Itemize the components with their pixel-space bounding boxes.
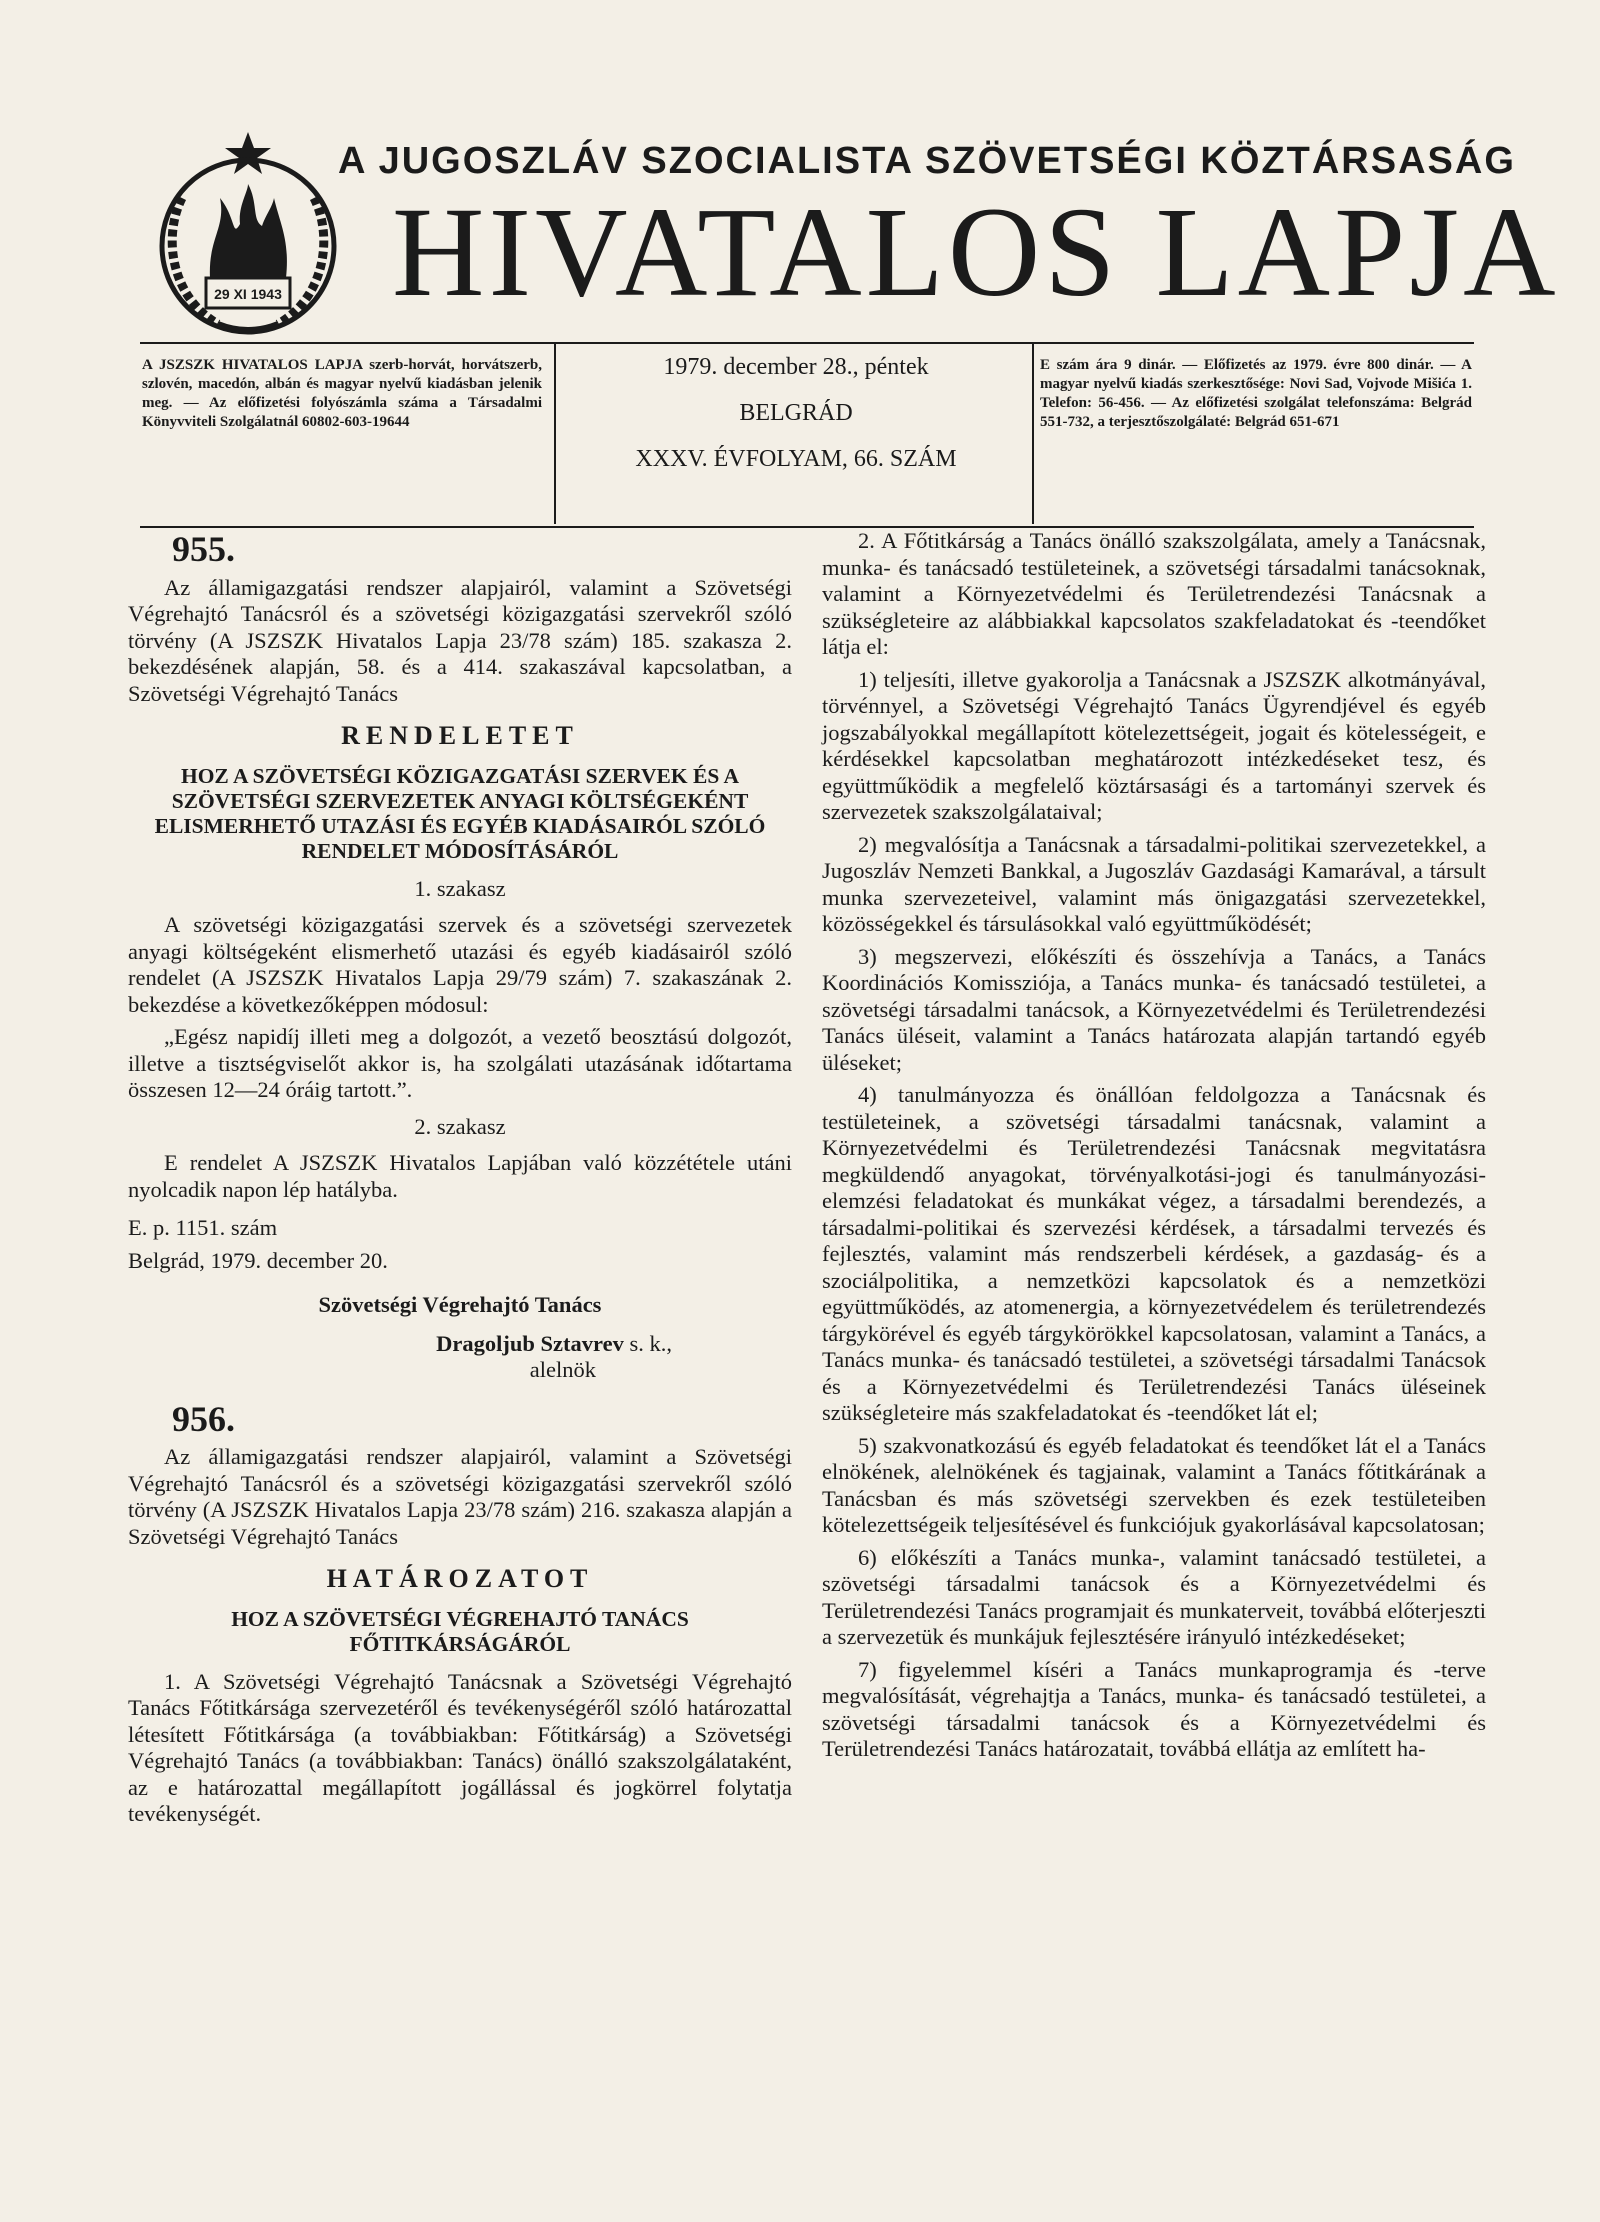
signing-body: Szövetségi Végrehajtó Tanács — [318, 1292, 602, 1317]
place-date: Belgrád, 1979. december 20. — [128, 1247, 388, 1273]
left-column — [128, 528, 792, 1834]
state-emblem — [148, 128, 348, 340]
resolution-title: HOZ A SZÖVETSÉGI VÉGREHAJTÓ TANÁCS FŐTITKÁRSÁGÁRÓL — [231, 1606, 689, 1656]
article-paragraph: 1. A Szövetségi Végrehajtó Tanácsnak a Szövetségi Végrehajtó Tanács Főtitkársága szervezetéről és tevékenységéről szóló határozattal létesített Főtitkársága (a továbbiakban: Főtitkárság) a Szövetségi Végrehajtó Tanács (a továbbiakban: Tanács) önálló szakszolgálataként, az e határozattal megállapított jogállással és jogkörrel folytatja tevékenységét. — [128, 1668, 792, 1826]
issue-place: BELGRÁD — [739, 400, 853, 426]
star-icon — [225, 132, 271, 174]
article-heading: 1. szakasz — [414, 875, 506, 901]
top-rule — [140, 342, 1474, 344]
signatory — [128, 1331, 792, 1358]
section-number: 956. — [172, 1398, 235, 1439]
reference-number: E. p. 1151. szám — [128, 1215, 278, 1240]
issue-volume: XXXV. ÉVFOLYAM, 66. SZÁM — [635, 446, 957, 472]
divider-right — [1032, 344, 1034, 524]
price-info: E szám ára 9 dinár. — Előfizetés az 1979. évre 800 dinár. — A magyar nyelvű kiadás szerkesztősége: Novi Sad, Vojvode Mišića 1. Telefon: 56-456. — Az előfizetési szolgálat telefonszáma: Belgrád 551-732, a terjesztőszolgálaté: Belgrád 651-671 — [1040, 357, 1472, 430]
list-item: 4) tanulmányozza és önállóan feldolgozza a Tanácsnak és testületeinek, a szövetségi társadalmi tanácsnak, valamint a Környezetvédelmi és Területrendezési Tanácsnak megvitatásra megküldendő anyagokat, törvényalkotási-jogi és tanulmányozási-elemzési feladatokat és munkákat végez, a társadalmi berendezés, a társadalmi-politikai és szervezési kérdések, a társadalmi tervezés és fejlesztés, valamint más rendszerbeli kérdések, a gazdaság- és a szociálpolitika, a nemzetközi kapcsolatok és a nemzetközi együttműködés, az atomenergia, a környezetvédelem és területrendezés tárgykörével és egyéb tárgykörökkel kapcsolatosan, valamint a Tanács, a Tanács munka- és tanácsadó testületei, a szövetségi társadalmi Tanácsok és a Környezetvédelmi és Területrendezési Tanács üléseinek szükségleteire más szakfeladatokat és -teendőket lát el; — [822, 1082, 1486, 1425]
decree-title: HOZ A SZÖVETSÉGI KÖZIGAZGATÁSI SZERVEK ÉS A SZÖVETSÉGI SZERVEZETEK ANYAGI KÖLTSÉGEKÉNT ELISMERHETŐ UTAZÁSI ÉS EGYÉB KIADÁSAIRÓL SZÓLÓ RENDELET MÓDOSÍTÁSÁRÓL — [154, 763, 766, 863]
list-item: 2) megvalósítja a Tanácsnak a társadalmi-politikai szervezetekkel, a Jugoszláv Nemzeti Bankkal, a Jugoszláv Gazdasági Kamarával, a társult munka szervezeteivel, valamint más önigazgatási szervezetekkel, közösségekkel és társulásokkal való együttműködését; — [822, 831, 1486, 936]
article-paragraph: E rendelet A JSZSZK Hivatalos Lapjában való közzététele utáni nyolcadik napon lép hatályba. — [128, 1150, 792, 1202]
divider-left — [554, 344, 556, 524]
gazette-title: HIVATALOS LAPJA — [392, 181, 1560, 323]
section-number: 955. — [172, 529, 235, 569]
emblem-date: 29 XI 1943 — [214, 286, 282, 302]
issue-info — [566, 352, 1026, 490]
signatory-suffix: s. k., — [629, 1330, 672, 1356]
publication-info: A JSZSZK HIVATALOS LAPJA szerb-horvát, horvátszerb, szlovén, macedón, albán és magyar nyelvű kiadásban jelenik meg. — Az előfizetési folyószámla száma a Társadalmi Könyvviteli Szolgálatnál 60802-603-19644 — [142, 357, 542, 430]
list-item: 6) előkészíti a Tanács munka-, valamint tanácsadó testületei, a szövetségi társadalmi tanácsok és a Környezetvédelmi és Területrendezési Tanács programjait és munkaterveit, továbbá előterjeszti a szervezetük és munkájuk fejlesztésére irányuló intézkedéseket; — [822, 1544, 1486, 1649]
quoted-paragraph: „Egész napidíj illeti meg a dolgozót, a vezető beosztású dolgozót, illetve a tisztségviselőt akkor is, ha szolgálati utazásának időtartama összesen 12—24 óráig tartott.”. — [128, 1024, 792, 1102]
article-heading: 2. szakasz — [414, 1113, 506, 1139]
intro-paragraph: Az államigazgatási rendszer alapjairól, valamint a Szövetségi Végrehajtó Tanácsról és a szövetségi közigazgatási szervekről szóló törvény (A JSZSZK Hivatalos Lapja 23/78 szám) 216. szakasza alapján a Szövetségi Végrehajtó Tanács — [128, 1444, 792, 1549]
resolution-heading: HATÁROZATOT — [326, 1564, 594, 1593]
article-paragraph: 2. A Főtitkárság a Tanács önálló szakszolgálata, amely a Tanácsnak, munka- és tanácsadó testületeinek, a szövetségi társadalmi tanácsoknak, valamint a Környezetvédelmi és Területrendezési Tanácsnak a szükségleteire az alábbiakkal kapcsolatos szakfeladatokat és -teendőket látja el: — [822, 528, 1486, 659]
supertitle: A JUGOSZLÁV SZOCIALISTA SZÖVETSÉGI KÖZTÁRSASÁG — [338, 140, 1516, 182]
intro-paragraph: Az államigazgatási rendszer alapjairól, valamint a Szövetségi Végrehajtó Tanácsról és a szövetségi közigazgatási szervekről szóló törvény (A JSZSZK Hivatalos Lapja 23/78 szám) 185. szakasza 2. bekezdésének alapján, 58. és a 414. szakaszával kapcsolatban, a Szövetségi Végrehajtó Tanács — [128, 574, 792, 706]
right-column — [822, 528, 1486, 1769]
issue-date: 1979. december 28., péntek — [663, 354, 929, 380]
list-item: 5) szakvonatkozású és egyéb feladatokat és teendőket lát el a Tanács elnökének, alelnökének és tagjainak, valamint a Tanács főtitkárának a Tanácsban és más szövetségi szervekben és ezek testületeiben kötelezettségeik teljesítésével és funkciójuk gyakorlásával kapcsolatosan; — [822, 1432, 1486, 1537]
signatory-title: alelnök — [529, 1357, 596, 1382]
list-item: 7) figyelemmel kíséri a Tanács munkaprogramja és -terve megvalósítását, végrehajtja a Tanács, munka- és tanácsadó testületei, a szövetségi társadalmi tanácsok és a Környezetvédelmi és Területrendezési Tanács határozatait, továbbá ellátja az említett ha- — [822, 1656, 1486, 1761]
article-paragraph: A szövetségi közigazgatási szervek és a szövetségi szervezetek anyagi költségeként elismerhető utazási és egyéb kiadásairól szóló rendelet (A JSZSZK Hivatalos Lapja 29/79 szám) 7. szakaszának 2. bekezdése a következőképpen módosul: — [128, 912, 792, 1017]
list-item: 1) teljesíti, illetve gyakorolja a Tanácsnak a JSZSZK alkotmányával, törvénnyel, a Szövetségi Végrehajtó Tanács Ügyrendjével és egyéb jogszabályokkal megállapított kötelezettségeit, jogait és kötelességeit, e kérdésekkel kapcsolatban meghatározott intézkedéseket tesz, és együttműködik a megfelelő köztársasági és a tartományi szervek és szervezetek szakszolgálataival; — [822, 666, 1486, 824]
torch-flames — [210, 184, 287, 278]
decree-heading: RENDELETET — [341, 721, 579, 750]
signatory-name: Dragoljub Sztavrev — [436, 1330, 624, 1356]
list-item: 3) megszervezi, előkészíti és összehívja a Tanács, a Tanács Koordinációs Komissziója, a Tanács munka- és tanácsadó testületei, a szövetségi társadalmi tanácsok, a Környezetvédelmi és Területrendezési Tanács üléseit, valamint a Tanács határozata alapján tartandó egyéb üléseket; — [822, 943, 1486, 1075]
